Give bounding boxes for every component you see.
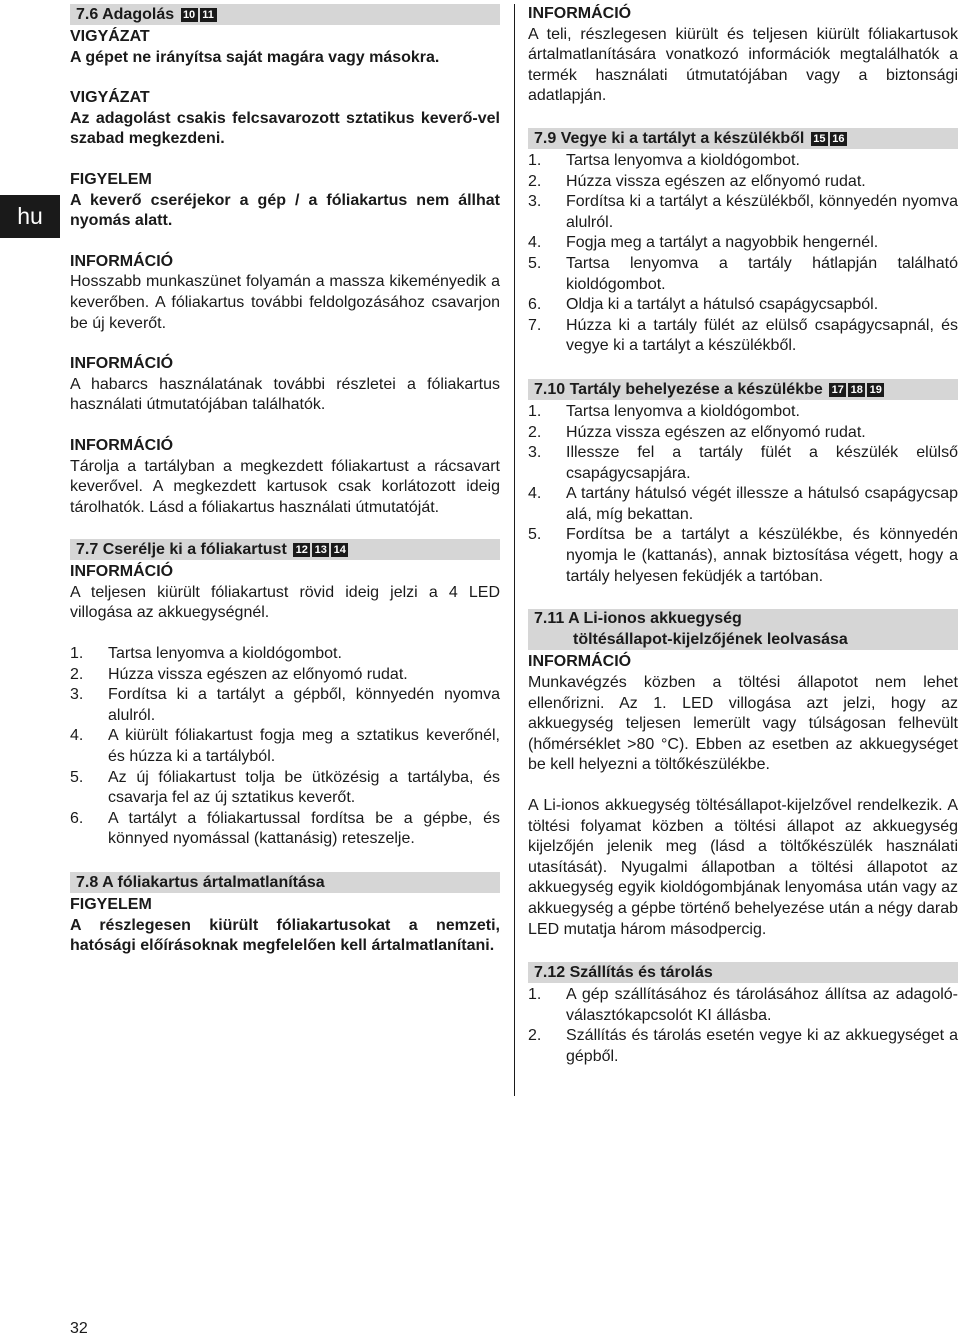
list-item: 4. A kiürült fóliakartust fogja meg a sztatikus keverőnél, és húzza ki a tartályból. [70, 727, 500, 766]
list-item: 2. Húzza vissza egészen az előnyomó rudat. [528, 172, 866, 190]
info-label: INFORMÁCIÓ [70, 436, 174, 454]
list-item: 4. A tartány hátulsó végét illessze a hátulsó csapágycsap alá, míg bekattan. [528, 485, 958, 523]
list-item: 1. Tartsa lenyomva a kioldógombot. [528, 402, 800, 420]
section-heading-7-10 [528, 379, 958, 400]
list-item: 3. Fordítsa ki a tartályt a készülékből, könnyedén nyomva alulról. [528, 193, 958, 231]
page-number: 32 [70, 1320, 88, 1337]
list-item: 1. A gép szállításához és tárolásához állítsa az adagoló-választókapcsolót KI állásba. [528, 986, 958, 1024]
warning-text: A gépet ne irányítsa saját magára vagy másokra. [70, 48, 440, 66]
steps-list-7-7 [70, 644, 500, 850]
right-column [528, 4, 958, 1068]
section-heading-7-11 [528, 609, 958, 650]
list-item: 5. Az új fóliakartust tolja be ütközésig a tartályba, és csavarja fel az új sztatikus keverőt. [70, 768, 500, 807]
info-label: INFORMÁCIÓ [70, 252, 174, 270]
info-text: Tárolja a tartályban a megkezdett fóliakartust a rácsavart keverővel. A megkezdett kartusok csak korlátozott ideig tárolhatók. Lásd a fóliakartus használati útmutatóját. [70, 457, 500, 516]
warning-text: Az adagolást csakis felcsavarozott sztatikus keverő-vel szabad megkezdeni. [70, 109, 500, 148]
list-item: 5. Fordítsa be a tartályt a készülékbe, és könnyedén nyomja le (kattanás), annak biztosítása végett, hogy a tartály helyesen feküdjék a tartóban. [528, 526, 958, 585]
paragraph: A Li-ionos akkuegység töltésállapot-kijelzővel rendelkezik. A töltési folyamat közben a töltési állapot az akkuegység kijelzőjén jelenik meg (lásd a töltőkészülék használati utasítását). Nyugalmi állapotban a töltési állapotot az akkuegység egyik kioldógombjának lenyomása után vagy az akkuegység a gépbe történő behelyezése után a négy darab LED mutatja három másodpercig. [528, 797, 958, 938]
section-title: 7.11 A Li-ionos akkuegység [534, 610, 742, 628]
section-title-line2: töltésállapot-kijelzőjének leolvasása [573, 630, 848, 648]
figure-ref-badge: 16 [830, 132, 847, 146]
list-item: 5. Tartsa lenyomva a tartály hátlapján található kioldógombot. [528, 254, 958, 293]
figure-ref-badge: 19 [867, 383, 884, 397]
info-label: INFORMÁCIÓ [70, 563, 174, 581]
figure-ref-badge: 18 [848, 383, 865, 397]
figure-ref-badge: 11 [200, 8, 217, 22]
list-item: 6. Oldja ki a tartályt a hátulsó csapágycsapból. [528, 296, 879, 314]
section-title: 7.12 Szállítás és tárolás [534, 964, 713, 982]
list-item: 4. Fogja meg a tartályt a nagyobbik hengernél. [528, 234, 879, 252]
caution-label: FIGYELEM [70, 170, 152, 188]
info-text: A teljesen kiürült fóliakartust rövid ideig jelzi a 4 LED villogása az akkuegységnél. [70, 583, 500, 622]
steps-list-7-12 [528, 985, 958, 1067]
left-column [70, 4, 500, 957]
section-title: 7.7 Cserélje ki a fóliakartust [76, 541, 287, 559]
column-divider [514, 4, 515, 1096]
figure-ref-badge: 13 [312, 543, 329, 557]
steps-list-7-9 [528, 151, 958, 357]
info-label: INFORMÁCIÓ [528, 653, 632, 671]
section-heading-7-7 [70, 539, 500, 560]
list-item: 2. Szállítás és tárolás esetén vegye ki az akkuegységet a gépből. [528, 1027, 958, 1065]
warning-label: VIGYÁZAT [70, 89, 150, 107]
info-text: Hosszabb munkaszünet folyamán a massza kikeményedik a keverőben. A fóliakartus további feldolgozásához csavarjon be új keverőt. [70, 273, 500, 332]
figure-ref-badge: 10 [181, 8, 198, 22]
list-item: 2. Húzza vissza egészen az előnyomó rudat. [70, 665, 408, 683]
list-item: 7. Húzza ki a tartály fülét az elülső csapágycsapnál, és vegye ki a tartályt a készülékből. [528, 316, 958, 355]
figure-ref-badge: 14 [331, 543, 348, 557]
caution-text: A keverő cseréjekor a gép / a fóliakartus nem állhat nyomás alatt. [70, 191, 500, 230]
list-item: 1. Tartsa lenyomva a kioldógombot. [70, 645, 342, 663]
section-title: 7.8 A fóliakartus ártalmatlanítása [76, 874, 325, 891]
info-label: INFORMÁCIÓ [528, 5, 632, 22]
section-title: 7.10 Tartály behelyezése a készülékbe [534, 380, 823, 398]
caution-label: FIGYELEM [70, 896, 152, 913]
info-text: A teli, részlegesen kiürült és teljesen kiürült fóliakartusok ártalmatlanítására vonatkozó információk megtalálhatók a termék használati útmutatójában vagy a biztonsági adatlapján. [528, 25, 958, 105]
section-heading-7-6 [70, 4, 500, 25]
info-text: A habarcs használatának további részletei a fóliakartus használati útmutatójában találhatók. [70, 375, 500, 414]
section-heading-7-12 [528, 962, 958, 983]
section-heading-7-9 [528, 128, 958, 149]
caution-text: A részlegesen kiürült fóliakartusokat a nemzeti, hatósági előírásoknak megfelelően kell ártalmatlanítani. [70, 916, 500, 955]
figure-ref-badge: 15 [811, 132, 828, 146]
warning-label: VIGYÁZAT [70, 28, 150, 45]
steps-list-7-10 [528, 402, 958, 587]
section-title: 7.9 Vegye ki a tartályt a készülékből [534, 129, 805, 147]
figure-ref-badge: 17 [829, 383, 846, 397]
language-tab: hu [0, 195, 60, 238]
list-item: 3. Fordítsa ki a tartályt a gépből, könnyedén nyomva alulról. [70, 686, 500, 724]
info-label: INFORMÁCIÓ [70, 355, 174, 373]
list-item: 1. Tartsa lenyomva a kioldógombot. [528, 151, 800, 169]
list-item: 6. A tartályt a fóliakartussal fordítsa be a gépbe, és könnyed nyomással (kattanásig) reteszelje. [70, 809, 500, 848]
section-title: 7.6 Adagolás [76, 6, 175, 23]
section-heading-7-8 [70, 872, 500, 893]
list-item: 3. Illessze fel a tartály fülét a készülék elülső csapágycsapjára. [528, 444, 958, 482]
list-item: 2. Húzza vissza egészen az előnyomó rudat. [528, 423, 866, 441]
figure-ref-badge: 12 [293, 543, 310, 557]
info-text: Munkavégzés közben a töltési állapotot nem lehet ellenőrizni. Az 1. LED villogása azt jelzi, hogy az akkuegység teljesen lemerült vagy túlságosan felhevült (hőmérséklet >80 °C). Ebben az esetben az akkuegységet be kell helyezni a töltőkészülékbe. [528, 674, 958, 774]
